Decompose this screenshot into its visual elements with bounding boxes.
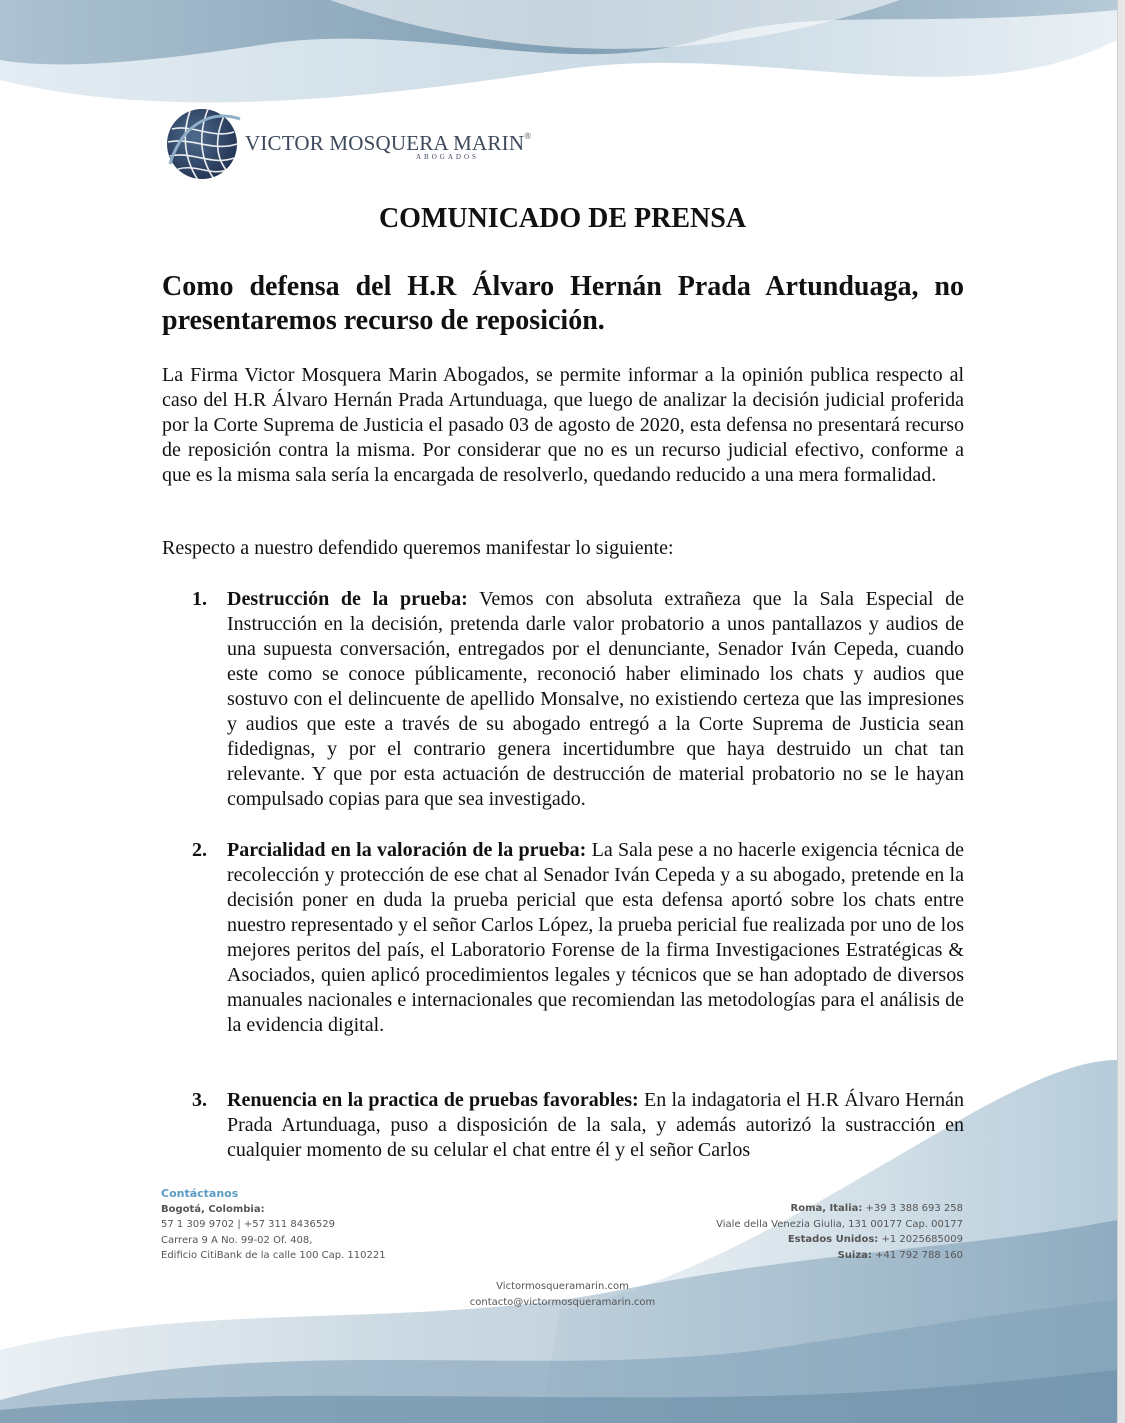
registered-mark: ® [524, 131, 532, 141]
intro-paragraph: La Firma Victor Mosquera Marin Abogados, se permite informar a la opinión publica respecto al caso del H.R Álvaro Hernán Prada Artunduaga, que luego de analizar la decisión judicial proferida por la Corte Suprema de Justicia el pasado 03 de agosto de 2020, esta defensa no presentará recurso de reposición contra la misma. Por considerar que no es un recurso judicial efectivo, conforme a que es la misma sala sería la encargada de resolverlo, quedando reducido a una mera formalidad. [162, 364, 964, 486]
numbered-item [162, 587, 964, 817]
numbered-item [162, 1088, 964, 1168]
contact-block-international [620, 1201, 963, 1263]
item-number: 2. [192, 839, 207, 861]
item-text [227, 1088, 964, 1163]
headline: Como defensa del H.R Álvaro Hernán Prada Artunduaga, no presentaremos recurso de reposición. [162, 271, 964, 336]
item-body: En la indagatoria el H.R Álvaro Hernán Prada Artunduaga, puso a disposición de la sala, y además autorizó la sustracción en cualquier momento de su celular el chat entre él y el señor Carlos [227, 1089, 964, 1161]
firm-name: VICTOR MOSQUERA MARIN® [245, 131, 532, 155]
list-intro-paragraph: Respecto a nuestro defendido queremos manifestar lo siguiente: [162, 537, 674, 559]
usa-phone: +1 2025685009 [878, 1234, 963, 1245]
item-lead: Destrucción de la prueba: [227, 588, 468, 610]
item-text [227, 587, 964, 812]
bogota-address-line-1: Carrera 9 A No. 99-02 Of. 408, [161, 1234, 313, 1246]
suiza-phone: +41 792 788 160 [871, 1249, 963, 1261]
website-link[interactable]: Victormosqueramarin.com [496, 1281, 629, 1292]
item-text [227, 838, 964, 1038]
firm-logo [162, 104, 532, 186]
bogota-address-line-2: Edificio CitiBank de la calle 100 Cap. 110221 [161, 1250, 386, 1261]
roma-contact [620, 1201, 963, 1217]
contact-block-web [0, 1279, 1118, 1310]
press-release-title: COMUNICADO DE PRENSA [378, 203, 747, 234]
globe-logo-icon [162, 104, 242, 184]
item-number: 1. [192, 588, 207, 610]
suiza-contact [620, 1248, 963, 1264]
numbered-item [162, 838, 964, 1068]
email-link[interactable]: contacto@victormosqueramarin.com [469, 1296, 656, 1308]
item-lead: Renuencia en la practica de pruebas favorables: [227, 1089, 639, 1111]
item-number: 3. [192, 1089, 207, 1111]
contact-block-bogota [161, 1186, 386, 1264]
bogota-label: Bogotá, Colombia: [161, 1203, 265, 1215]
roma-phone: +39 3 388 693 258 [862, 1203, 963, 1214]
contact-title: Contáctanos [161, 1187, 239, 1200]
item-body: Vemos con absoluta extrañeza que la Sala Especial de Instrucción en la decisión, pretenda darle valor probatorio a unos pantallazos y audios de una supuesta conversación, entregados por el denunciante, Senador Iván Cepeda, cuando este como se conoce públicamente, reconoció haber eliminado los chats y audios que sostuvo con el delincuente de apellido Monsalve, no existiendo certeza que las impresiones y audios que este a través de su abogado entregó a la Corte Suprema de Justicia sean fidedignas, y por el contrario genera incertidumbre que haya destruido un chat tan relevante. Y que por esta actuación de destrucción de material probatorio no se le hayan compulsado copias para que sea investigado. [227, 588, 964, 810]
item-lead: Parcialidad en la valoración de la prueba: [227, 839, 587, 861]
bogota-phones: 57 1 309 9702 | +57 311 8436529 [161, 1219, 335, 1230]
roma-label: Roma, Italia: [790, 1203, 863, 1214]
firm-subtitle: ABOGADOS [416, 153, 479, 161]
suiza-label: Suiza: [837, 1249, 872, 1261]
roma-address: Viale della Venezia Giulia, 131 00177 Cap. 00177 [716, 1218, 963, 1230]
usa-contact [620, 1232, 963, 1248]
item-body: La Sala pese a no hacerle exigencia técnica de recolección y protección de ese chat al Senador Iván Cepeda y a su abogado, pretende en la decisión poner en duda la prueba pericial que esta defensa aportó sobre los chats entre nuestro representado y el señor Carlos López, la prueba pericial fue realizada por uno de los mejores peritos del país, el Laboratorio Forense de la firma Investigaciones Estratégicas & Asociados, quien aplicó procedimientos legales y técnicos que se han adoptado de diversos manuales nacionales e internacionales que recomiendan las metodologías para el análisis de la evidencia digital. [227, 839, 964, 1036]
usa-label: Estados Unidos: [787, 1234, 879, 1245]
